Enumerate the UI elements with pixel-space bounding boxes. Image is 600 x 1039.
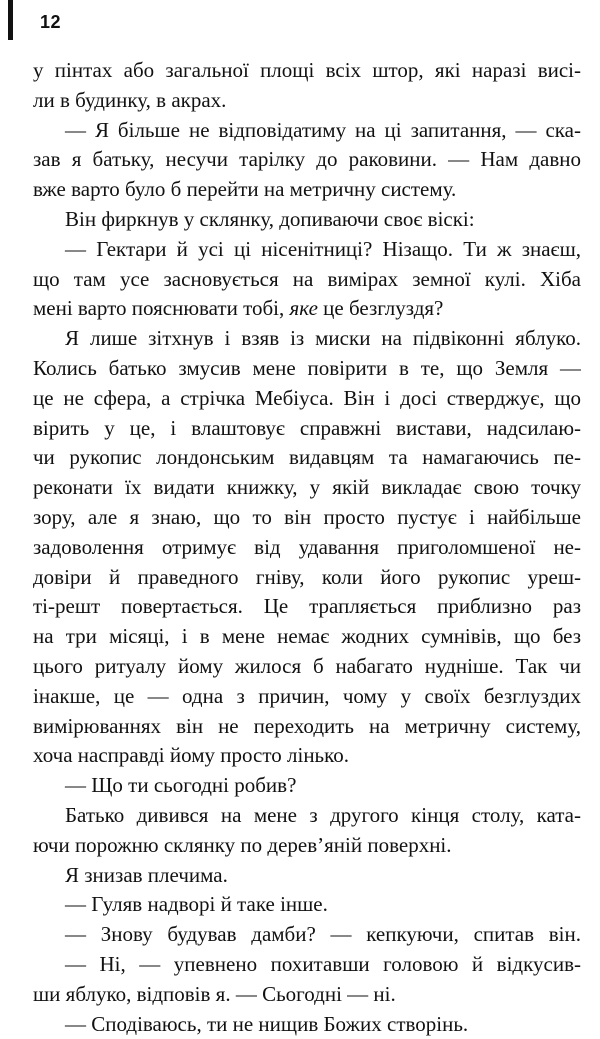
page-number: 12 bbox=[40, 12, 61, 33]
text-line: хоча насправді йому просто лінько. bbox=[33, 741, 581, 771]
text-run: це безглуздя? bbox=[318, 296, 443, 320]
text-line: цього ритуалу йому жилося б набагато нудніше. Так чи bbox=[33, 652, 581, 682]
text-line: Він фиркнув у склянку, допиваючи своє віскі: bbox=[33, 205, 581, 235]
text-line: Я знизав плечима. bbox=[33, 861, 581, 891]
text-line: — Що ти сьогодні робив? bbox=[33, 771, 581, 801]
text-run: мені варто пояснювати тобі, bbox=[33, 296, 290, 320]
page-edge-mark bbox=[8, 0, 13, 40]
text-line: ючи порожню склянку по дерев’яній поверхні. bbox=[33, 831, 581, 861]
text-line: — Ні, — упевнено похитавши головою й відкусив- bbox=[33, 950, 581, 980]
text-line: — Сподіваюсь, ти не нищив Божих створінь. bbox=[33, 1010, 581, 1039]
body-text bbox=[33, 56, 581, 1039]
text-line: Я лише зітхнув і взяв із миски на підвіконні яблуко. bbox=[33, 324, 581, 354]
text-line: на три місяці, і в мене немає жодних сумнівів, що без bbox=[33, 622, 581, 652]
text-line: вимірюваннях він не переходить на метричну систему, bbox=[33, 712, 581, 742]
text-line: зору, але я знаю, що то він просто пустує і найбільше bbox=[33, 503, 581, 533]
text-line: це не сфера, а стрічка Мебіуса. Він і досі стверджує, що bbox=[33, 384, 581, 414]
text-line bbox=[33, 294, 581, 324]
text-line: що там усе засновується на вимірах земної кулі. Хіба bbox=[33, 265, 581, 295]
text-line: вірить у це, і влаштовує справжні вистави, надсилаю- bbox=[33, 414, 581, 444]
text-line: ті-решт повертається. Це трапляється приблизно раз bbox=[33, 592, 581, 622]
text-line: реконати їх видати книжку, у якій викладає свою точку bbox=[33, 473, 581, 503]
text-line: у пінтах або загальної площі всіх штор, які наразі висі- bbox=[33, 56, 581, 86]
text-line: Колись батько змусив мене повірити в те, що Земля — bbox=[33, 354, 581, 384]
text-line: — Знову будував дамби? — кепкуючи, спитав він. bbox=[33, 920, 581, 950]
emphasis-text: яке bbox=[290, 296, 318, 320]
text-line: ши яблуко, відповів я. — Сьогодні — ні. bbox=[33, 980, 581, 1010]
text-line: — Я більше не відповідатиму на ці запитання, — ска- bbox=[33, 116, 581, 146]
text-line: вже варто було б перейти на метричну систему. bbox=[33, 175, 581, 205]
text-line: Батько дивився на мене з другого кінця столу, ката- bbox=[33, 801, 581, 831]
text-line: довіри й праведного гніву, коли його рукопис уреш- bbox=[33, 563, 581, 593]
text-line: задоволення отримує від удавання приголомшеної не- bbox=[33, 533, 581, 563]
text-line: інакше, це — одна з причин, чому у своїх безглуздих bbox=[33, 682, 581, 712]
text-line: — Гуляв надворі й таке інше. bbox=[33, 890, 581, 920]
text-line: — Гектари й усі ці нісенітниці? Нізащо. Ти ж знаєш, bbox=[33, 235, 581, 265]
text-line: чи рукопис лондонським видавцям та намагаючись пе- bbox=[33, 443, 581, 473]
text-line: ли в будинку, в акрах. bbox=[33, 86, 581, 116]
text-line: зав я батьку, несучи тарілку до раковини. — Нам давно bbox=[33, 145, 581, 175]
